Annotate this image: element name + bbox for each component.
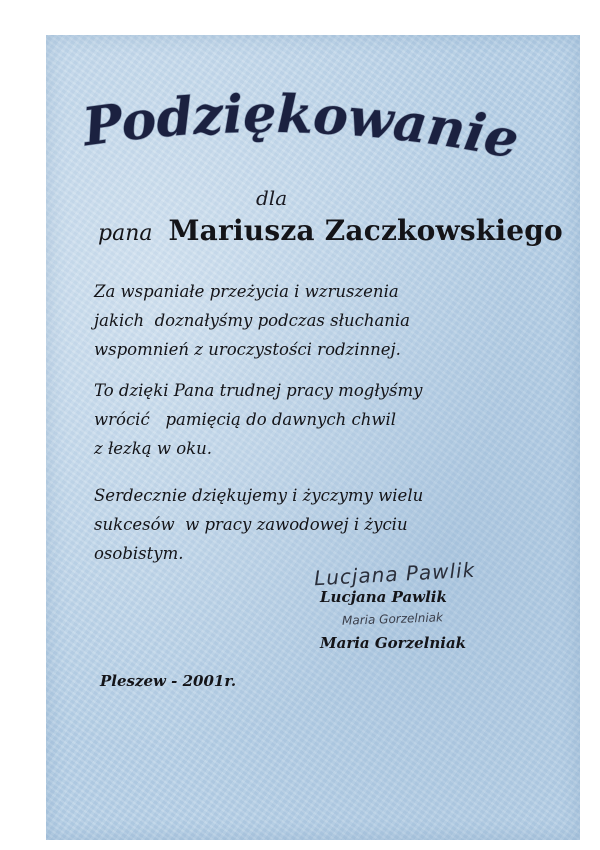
signature-block bbox=[300, 557, 530, 670]
paragraph-thanks: Za wspaniałe przeżycia i wzruszenia jakich doznałyśmy podczas słuchania wspomnień z uroczystości rodzinnej. bbox=[94, 282, 411, 359]
signer-name-1: Lucjana Pawlik bbox=[320, 588, 447, 606]
document-title: Podziękowanie bbox=[79, 83, 524, 172]
dla-label: dla bbox=[256, 186, 288, 210]
recipient-name: Mariusza Zaczkowskiego bbox=[168, 214, 563, 247]
paragraph-wishes: Serdecznie dziękujemy i życzymy wielu sukcesów w pracy zawodowej i życiu osobistym. bbox=[94, 486, 424, 563]
recipient-prefix: pana bbox=[98, 221, 153, 246]
paragraph-memories: To dzięki Pana trudnej pracy mogłyśmy wrócić pamięcią do dawnych chwil z łezką w oku. bbox=[94, 381, 423, 458]
recipient-line bbox=[98, 214, 563, 247]
place-date: Pleszew - 2001r. bbox=[100, 672, 237, 690]
handwritten-signature-1: Lucjana Pawlik bbox=[313, 557, 476, 591]
handwritten-signature-2: Maria Gorzelniak bbox=[341, 610, 444, 628]
title-graphic bbox=[60, 70, 540, 180]
title-area bbox=[60, 70, 540, 180]
signer-name-2: Maria Gorzelniak bbox=[320, 634, 467, 652]
